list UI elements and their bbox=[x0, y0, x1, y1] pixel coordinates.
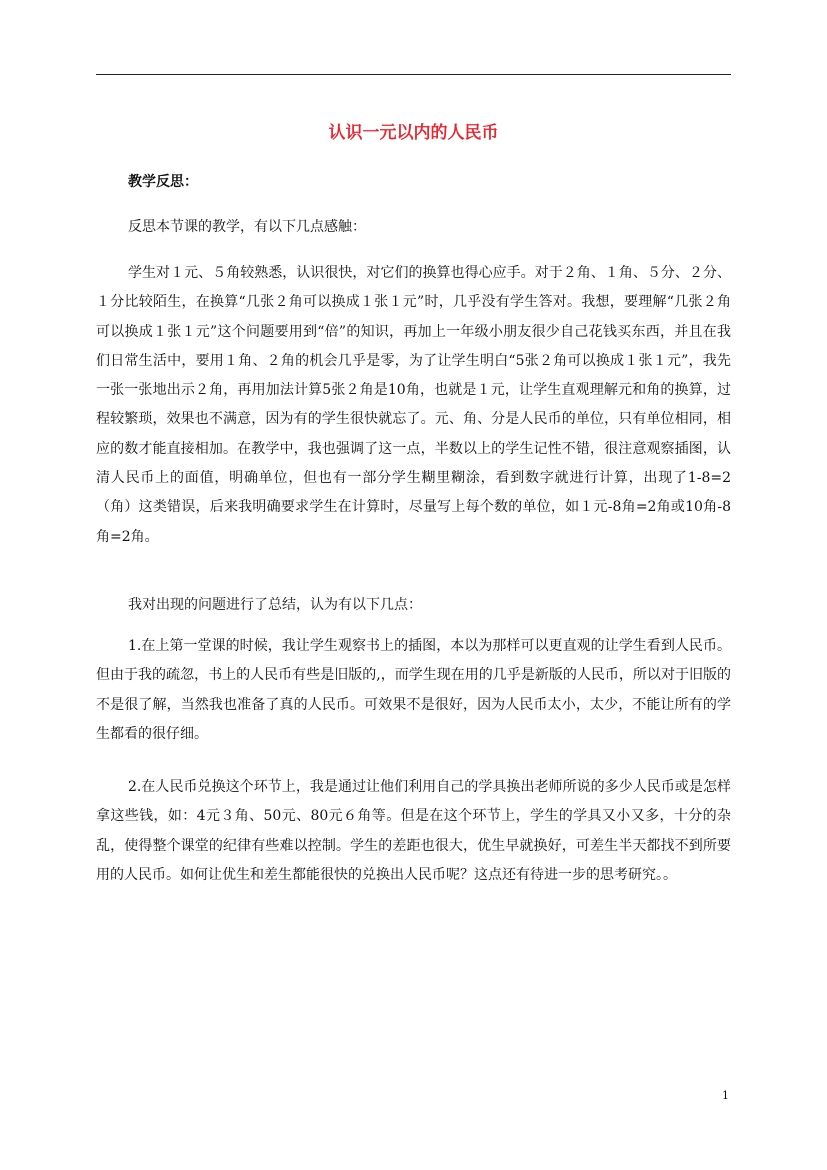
paragraph-intro: 反思本节课的教学，有以下几点感触： bbox=[128, 219, 366, 235]
paragraph-point-1: 1.在上第一堂课的时候，我让学生观察书上的插图，本以为那样可以更直观的让学生看到人民币。但由于我的疏忽，书上的人民币有些是旧版的,，而学生现在用的几乎是新版的人民币，所以对于旧版的不是很了解，当然我也准备了真的人民币。可效果不是很好，因为人民币太小，太少，不能让所有的学生都看的很仔细。 bbox=[96, 638, 731, 742]
section-heading: 教学反思： bbox=[128, 174, 198, 190]
paragraph-point-2: 2.在人民币兑换这个环节上，我是通过让他们利用自己的学具换出老师所说的多少人民币或是怎样拿这些钱，如：4元３角、50元、80元６角等。但是在这个环节上，学生的学具又小又多，十分的杂乱，使得整个课堂的纪律有些难以控制。学生的差距也很大，优生早就换好，可差生半天都找不到所要用的人民币。如何让优生和差生都能很快的兑换出人民币呢？这点还有待进一步的思考研究。。 bbox=[96, 779, 731, 883]
page-number: 1 bbox=[722, 1089, 729, 1102]
paragraph-summary: 我对出现的问题进行了总结，认为有以下几点： bbox=[128, 597, 422, 613]
document-title: 认识一元以内的人民币 bbox=[328, 123, 499, 143]
paragraph-main: 学生对１元、５角较熟悉，认识很快，对它们的换算也得心应手。对于２角、１角、５分、２分、１分比较陌生，在换算“几张２角可以换成１张１元”时，几乎没有学生答对。我想，要理解“几张２角可以换成１张１元”这个问题要用到“倍”的知识，再加上一年级小朋友很少自己花钱买东西，并且在我们日常生活中，要用１角、２角的机会几乎是零，为了让学生明白“5张２角可以换成１张１元”，我先一张一张地出示２角，再用加法计算5张２角是10角，也就是１元，让学生直观理解元和角的换算，过程较繁琐，效果也不满意，因为有的学生很快就忘了。元、角、分是人民币的单位，只有单位相同，相应的数才能直接相加。在教学中，我也强调了这一点，半数以上的学生记性不错，很注意观察插图，认清人民币上的面值，明确单位，但也有一部分学生糊里糊涂，看到数字就进行计算，出现了1-8=2（角）这类错误，后来我明确要求学生在计算时，尽量写上每个数的单位，如１元-8角=2角或10角-8角=2角。 bbox=[96, 265, 731, 545]
header-rule bbox=[96, 74, 731, 75]
